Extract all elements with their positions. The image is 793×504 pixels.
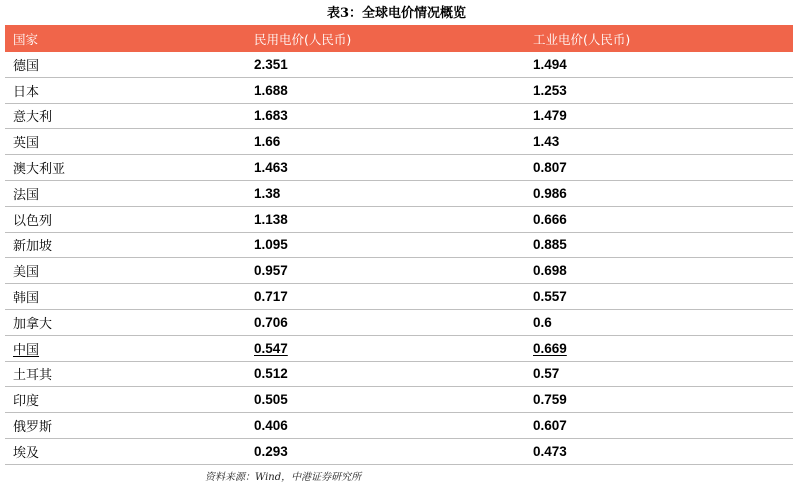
- cell-industrial-price: [523, 207, 793, 232]
- cell-industrial-price: [523, 52, 793, 77]
- cell-residential-price: [245, 181, 523, 206]
- source-note: 资料来源：Wind，中港证券研究所: [205, 472, 362, 483]
- cell-industrial-price: [523, 233, 793, 258]
- cell-industrial-price: [523, 181, 793, 206]
- cell-industrial-price-text: 1.479: [533, 108, 567, 124]
- cell-industrial-price: [523, 336, 793, 361]
- cell-residential-price: [245, 362, 523, 387]
- table-row: [5, 207, 793, 233]
- cell-country: [5, 52, 245, 77]
- cell-residential-price: [245, 78, 523, 103]
- table-row: [5, 310, 793, 336]
- cell-country-text: 英国: [13, 136, 40, 152]
- cell-country: [5, 439, 245, 464]
- cell-country: [5, 181, 245, 206]
- cell-country: [5, 258, 245, 283]
- cell-country: [5, 155, 245, 180]
- cell-country-text: 加拿大: [13, 316, 53, 332]
- cell-industrial-price-text: 0.57: [533, 366, 560, 382]
- table-row: [5, 439, 793, 465]
- cell-industrial-price-text: 0.986: [533, 185, 567, 201]
- cell-industrial-price-text: 0.759: [533, 392, 567, 408]
- table-row: [5, 413, 793, 439]
- cell-country: [5, 413, 245, 438]
- cell-residential-price-text: 2.351: [254, 56, 288, 72]
- cell-country: [5, 233, 245, 258]
- cell-residential-price: [245, 233, 523, 258]
- cell-industrial-price: [523, 387, 793, 412]
- cell-industrial-price: [523, 129, 793, 154]
- cell-residential-price: [245, 155, 523, 180]
- cell-country: [5, 310, 245, 335]
- table-row: [5, 104, 793, 130]
- header-residential-price: 民用电价(人民币): [254, 31, 352, 47]
- cell-country: [5, 129, 245, 154]
- cell-industrial-price-text: 0.666: [533, 211, 567, 227]
- cell-country-text: 韩国: [13, 291, 40, 307]
- cell-country-text: 德国: [13, 58, 40, 74]
- cell-residential-price: [245, 207, 523, 232]
- cell-industrial-price-text: 1.494: [533, 56, 567, 72]
- cell-industrial-price-text: 0.698: [533, 263, 567, 279]
- cell-country: [5, 336, 245, 361]
- cell-country-text: 印度: [13, 394, 40, 410]
- cell-residential-price: [245, 439, 523, 464]
- cell-industrial-price-text: 0.473: [533, 443, 567, 459]
- table-row: [5, 336, 793, 362]
- table-caption: 表3：全球电价情况概览: [326, 6, 467, 21]
- cell-industrial-price-text: 0.669: [533, 340, 567, 356]
- cell-residential-price-text: 1.683: [254, 108, 288, 124]
- cell-residential-price: [245, 336, 523, 361]
- cell-country-text: 意大利: [13, 110, 53, 126]
- cell-industrial-price: [523, 362, 793, 387]
- cell-country: [5, 284, 245, 309]
- cell-residential-price-text: 1.463: [254, 160, 288, 176]
- cell-industrial-price-text: 0.557: [533, 289, 567, 305]
- cell-country: [5, 362, 245, 387]
- table-row: [5, 233, 793, 259]
- cell-residential-price-text: 1.095: [254, 237, 288, 253]
- cell-country: [5, 207, 245, 232]
- cell-residential-price-text: 1.66: [254, 134, 281, 150]
- cell-residential-price-text: 0.706: [254, 314, 288, 330]
- cell-residential-price-text: 0.957: [254, 263, 288, 279]
- cell-residential-price-text: 0.512: [254, 366, 288, 382]
- header-industrial-price: 工业电价(人民币): [533, 31, 631, 47]
- cell-industrial-price-text: 0.6: [533, 314, 552, 330]
- cell-industrial-price: [523, 413, 793, 438]
- cell-country-text: 埃及: [13, 445, 40, 461]
- table-row: [5, 155, 793, 181]
- table-row: [5, 78, 793, 104]
- table-body: [5, 52, 793, 465]
- table-header-row: [5, 25, 793, 52]
- cell-industrial-price: [523, 439, 793, 464]
- cell-country: [5, 78, 245, 103]
- cell-industrial-price-text: 0.607: [533, 418, 567, 434]
- electricity-price-table: [5, 25, 793, 465]
- cell-residential-price-text: 1.38: [254, 185, 281, 201]
- cell-residential-price-text: 0.406: [254, 418, 288, 434]
- cell-industrial-price: [523, 155, 793, 180]
- table-row: [5, 129, 793, 155]
- cell-residential-price: [245, 258, 523, 283]
- cell-industrial-price-text: 1.253: [533, 82, 567, 98]
- cell-industrial-price-text: 1.43: [533, 134, 560, 150]
- table-row: [5, 258, 793, 284]
- cell-country-text: 澳大利亚: [13, 162, 66, 178]
- table-row: [5, 52, 793, 78]
- table-row: [5, 284, 793, 310]
- cell-residential-price: [245, 52, 523, 77]
- cell-industrial-price: [523, 310, 793, 335]
- cell-residential-price: [245, 310, 523, 335]
- cell-residential-price-text: 0.293: [254, 443, 288, 459]
- cell-country-text: 新加坡: [13, 239, 53, 255]
- cell-country-text: 俄罗斯: [13, 420, 53, 436]
- cell-country-text: 美国: [13, 265, 40, 281]
- cell-country: [5, 104, 245, 129]
- cell-residential-price-text: 0.547: [254, 340, 288, 356]
- cell-residential-price-text: 1.688: [254, 82, 288, 98]
- cell-residential-price-text: 1.138: [254, 211, 288, 227]
- cell-industrial-price: [523, 104, 793, 129]
- cell-industrial-price: [523, 258, 793, 283]
- cell-residential-price: [245, 284, 523, 309]
- cell-country-text: 中国: [13, 342, 40, 358]
- cell-industrial-price-text: 0.807: [533, 160, 567, 176]
- cell-residential-price-text: 0.505: [254, 392, 288, 408]
- cell-country-text: 以色列: [13, 213, 53, 229]
- table-row: [5, 362, 793, 388]
- cell-country-text: 日本: [13, 84, 40, 100]
- cell-country: [5, 387, 245, 412]
- cell-residential-price: [245, 104, 523, 129]
- cell-residential-price-text: 0.717: [254, 289, 288, 305]
- cell-country-text: 土耳其: [13, 368, 53, 384]
- table-row: [5, 181, 793, 207]
- cell-residential-price: [245, 129, 523, 154]
- cell-industrial-price: [523, 284, 793, 309]
- cell-industrial-price: [523, 78, 793, 103]
- cell-residential-price: [245, 387, 523, 412]
- header-country: 国家: [13, 31, 39, 47]
- cell-country-text: 法国: [13, 187, 40, 203]
- table-row: [5, 387, 793, 413]
- cell-residential-price: [245, 413, 523, 438]
- cell-industrial-price-text: 0.885: [533, 237, 567, 253]
